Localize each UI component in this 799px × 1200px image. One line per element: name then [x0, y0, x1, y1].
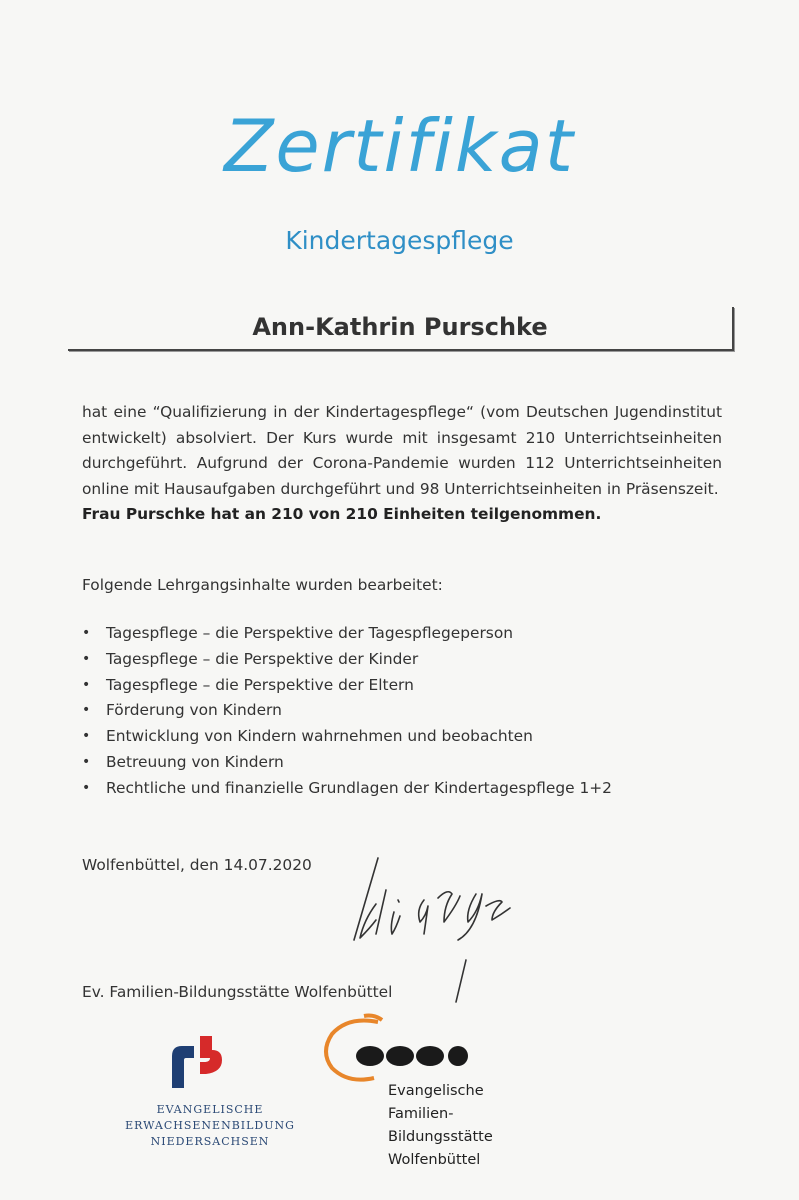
list-item — [82, 698, 612, 724]
certificate-subtitle: Kindertagespflege — [285, 226, 514, 255]
topic-list — [82, 621, 612, 802]
bullet-icon: • — [82, 728, 91, 745]
eeb-logo-line: EVANGELISCHE — [156, 1103, 264, 1116]
topic-text: Förderung von Kindern — [106, 701, 282, 720]
fbs-logo-line: Wolfenbüttel — [388, 1152, 481, 1168]
fbs-logo-line: Bildungsstätte — [388, 1129, 493, 1145]
topic-text: Tagespflege – die Perspektive der Tagespflegeperson — [106, 624, 513, 642]
eeb-logo-line: ERWACHSENENBILDUNG — [125, 1119, 295, 1132]
topic-text: Tagespflege – die Perspektive der Eltern — [106, 675, 414, 694]
fbs-logo-line: Evangelische — [388, 1083, 484, 1099]
list-item — [82, 750, 612, 776]
list-item — [82, 647, 612, 673]
eeb-logo-text — [110, 1102, 310, 1150]
recipient-name-box — [68, 307, 734, 351]
certificate-title: Zertifikat — [224, 104, 575, 188]
topic-text: Tagespflege – die Perspektive der Kinder — [106, 649, 419, 668]
list-item — [82, 673, 612, 699]
topics-intro: Folgende Lehrgangsinhalte wurden bearbeitet: — [82, 576, 443, 594]
topic-text: Entwicklung von Kindern wahrnehmen und beobachten — [106, 727, 533, 746]
certificate-body — [82, 400, 722, 528]
fbs-logo-text — [388, 1080, 493, 1172]
recipient-name: Ann-Kathrin Purschke — [252, 313, 548, 341]
bullet-icon: • — [82, 676, 91, 693]
topic-text: Rechtliche und finanzielle Grundlagen der Kindertagespflege 1+2 — [106, 778, 612, 797]
bullet-icon: • — [82, 625, 91, 641]
bullet-icon: • — [82, 753, 91, 770]
eeb-logo-icon — [170, 1032, 230, 1092]
eeb-logo-line: NIEDERSACHSEN — [150, 1135, 270, 1148]
list-item — [82, 776, 612, 802]
list-item — [82, 724, 612, 750]
bullet-icon: • — [82, 650, 91, 667]
list-item — [82, 621, 612, 647]
place-and-date: Wolfenbüttel, den 14.07.2020 — [82, 856, 312, 874]
bullet-icon: • — [82, 779, 91, 796]
attendance-statement: Frau Purschke hat an 210 von 210 Einheiten teilgenommen. — [82, 505, 602, 523]
fbs-logo-line: Familien- — [388, 1106, 454, 1122]
bullet-icon: • — [82, 702, 91, 719]
topic-text: Betreuung von Kindern — [106, 752, 284, 771]
description-paragraph: hat eine “Qualifizierung in der Kindertagespflege“ (vom Deutschen Jugendinstitut entwickelt) absolviert. Der Kurs wurde mit insgesamt 210 Unterrichtseinheiten durchgeführt. Aufgrund der Corona-Pandemie wurden 112 Unterrichtseinheiten online mit Hausaufgaben durchgeführt und 98 Unterrichtseinheiten in Präsenszeit. — [82, 403, 722, 498]
institution-name: Ev. Familien-Bildungsstätte Wolfenbüttel — [82, 983, 393, 1001]
